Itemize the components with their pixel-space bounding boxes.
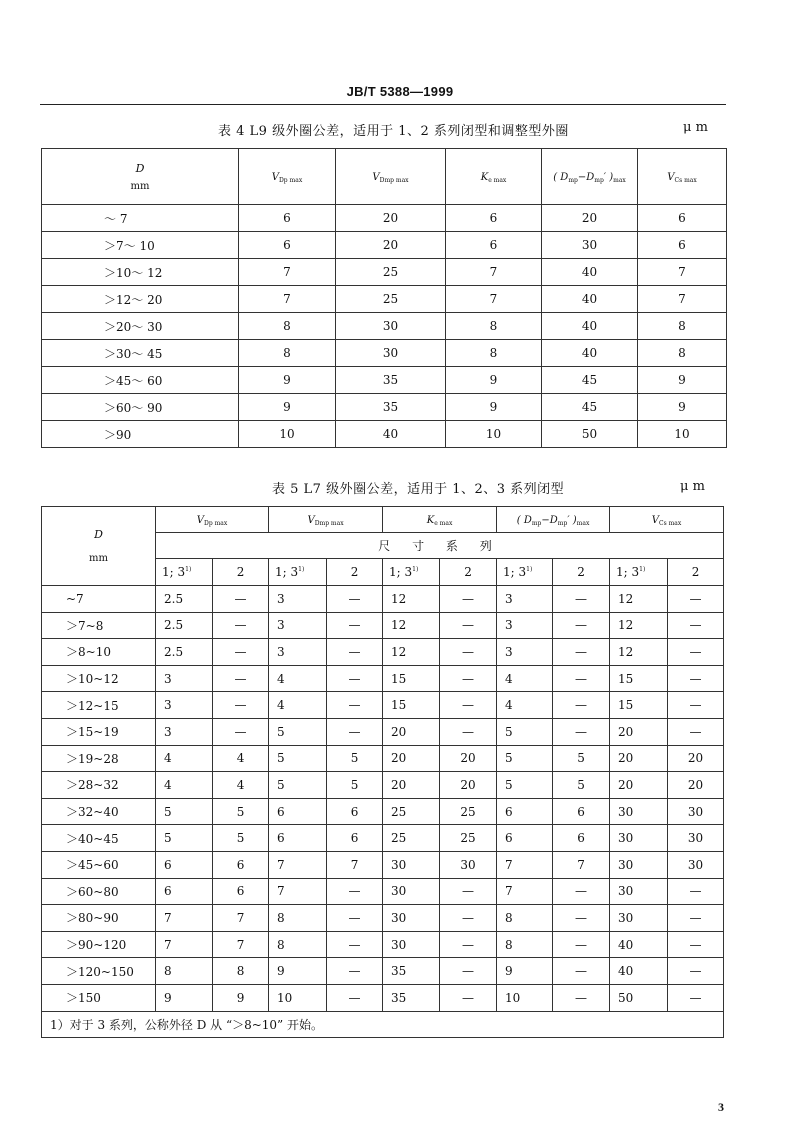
t4-cell-value: 40 xyxy=(542,313,638,340)
table4-caption: 表 4 L9 级外圈公差，适用于 1、2 系列闭型和调整型外圈 xyxy=(218,124,569,139)
t4-cell-value: 9 xyxy=(239,367,336,394)
t5-cell-value: — xyxy=(668,718,724,745)
t4-cell-value: 7 xyxy=(239,259,336,286)
table5-row xyxy=(42,905,724,932)
t5-head-d: D mm xyxy=(42,507,156,586)
t5-cell-d: ＞7~8 xyxy=(42,612,156,639)
t4-cell-value: 7 xyxy=(446,259,542,286)
t4-cell-value: 6 xyxy=(446,205,542,232)
t4-cell-value: 8 xyxy=(446,340,542,367)
t5-cell-value: 6 xyxy=(553,798,610,825)
t5-cell-value: 30 xyxy=(383,878,440,905)
t5-cell-value: 12 xyxy=(383,586,440,613)
t5-cell-value: — xyxy=(553,692,610,719)
t5-cell-value: 40 xyxy=(610,931,668,958)
t5-cell-value: 5 xyxy=(553,772,610,799)
t5-cell-value: 4 xyxy=(156,745,213,772)
t5-cell-d: ＞8~10 xyxy=(42,639,156,666)
table5-row xyxy=(42,665,724,692)
t4-cell-d: ＞12～ 20 xyxy=(42,286,239,313)
t5-cell-value: 12 xyxy=(383,639,440,666)
t4-cell-value: 7 xyxy=(239,286,336,313)
t5-cell-value: 7 xyxy=(497,851,553,878)
t5-cell-value: — xyxy=(668,612,724,639)
t5-cell-d: ~7 xyxy=(42,586,156,613)
table4-row xyxy=(42,313,727,340)
t5-cell-value: — xyxy=(668,639,724,666)
t5-cell-value: — xyxy=(553,905,610,932)
t5-cell-value: 9 xyxy=(497,958,553,985)
t5-cell-value: 4 xyxy=(269,692,327,719)
t5-cell-value: 3 xyxy=(497,639,553,666)
t5-cell-value: 30 xyxy=(440,851,497,878)
t5-cell-value: — xyxy=(553,931,610,958)
t5-cell-value: 2.5 xyxy=(156,639,213,666)
t5-head-series-2: 2 xyxy=(213,559,269,586)
t5-cell-value: 6 xyxy=(156,851,213,878)
t5-cell-d: ＞19~28 xyxy=(42,745,156,772)
t5-cell-value: 8 xyxy=(213,958,269,985)
t4-cell-value: 8 xyxy=(239,313,336,340)
t4-head-vcs: $V_{Cs max}$ xyxy=(638,149,727,205)
t5-cell-value: — xyxy=(440,718,497,745)
t5-cell-value: 30 xyxy=(668,798,724,825)
t5-cell-value: 30 xyxy=(610,825,668,852)
t5-cell-d: ＞150 xyxy=(42,984,156,1011)
t5-cell-value: 10 xyxy=(269,984,327,1011)
t5-cell-value: — xyxy=(327,586,383,613)
table4-row xyxy=(42,421,727,448)
page-number: 3 xyxy=(718,1100,724,1114)
t5-cell-d: ＞80~90 xyxy=(42,905,156,932)
t5-cell-value: — xyxy=(440,958,497,985)
t5-head-series-13: 1; 3$^{1)}$ xyxy=(610,559,668,586)
t5-cell-value: 8 xyxy=(269,905,327,932)
t4-cell-value: 40 xyxy=(542,259,638,286)
t5-cell-value: — xyxy=(553,665,610,692)
t5-cell-value: 15 xyxy=(383,692,440,719)
t5-cell-value: — xyxy=(440,984,497,1011)
table5 xyxy=(41,506,724,1038)
t5-cell-value: 20 xyxy=(610,718,668,745)
t4-cell-value: 8 xyxy=(239,340,336,367)
t4-head-vdp: $V_{Dp max}$ xyxy=(239,149,336,205)
t4-cell-value: 9 xyxy=(638,394,727,421)
t5-head-ke: $K_{e max}$ xyxy=(383,507,497,533)
t5-head-series-13: 1; 3$^{1)}$ xyxy=(156,559,213,586)
t4-cell-value: 9 xyxy=(239,394,336,421)
table5-row xyxy=(42,612,724,639)
t4-head-d: D mm xyxy=(42,149,239,205)
t5-cell-value: — xyxy=(440,586,497,613)
t4-cell-value: 9 xyxy=(638,367,727,394)
t5-cell-value: — xyxy=(440,878,497,905)
t5-cell-value: — xyxy=(553,612,610,639)
t4-cell-value: 7 xyxy=(446,286,542,313)
table5-row xyxy=(42,586,724,613)
table5-row xyxy=(42,772,724,799)
t5-cell-value: 8 xyxy=(497,905,553,932)
t5-cell-value: 35 xyxy=(383,958,440,985)
table5-row xyxy=(42,958,724,985)
t5-cell-value: 20 xyxy=(440,745,497,772)
t4-cell-value: 35 xyxy=(336,367,446,394)
t5-cell-value: 30 xyxy=(668,851,724,878)
table4-row xyxy=(42,340,727,367)
table4-row xyxy=(42,259,727,286)
t5-cell-value: — xyxy=(327,665,383,692)
t5-cell-value: 6 xyxy=(269,798,327,825)
t5-cell-value: 12 xyxy=(610,612,668,639)
t5-cell-value: — xyxy=(327,878,383,905)
t5-cell-value: — xyxy=(668,984,724,1011)
t5-cell-value: 10 xyxy=(497,984,553,1011)
t5-cell-value: — xyxy=(553,958,610,985)
t5-cell-value: 2.5 xyxy=(156,612,213,639)
t5-cell-value: 3 xyxy=(269,639,327,666)
t5-cell-value: 6 xyxy=(327,798,383,825)
t5-cell-value: 20 xyxy=(383,718,440,745)
t4-cell-value: 50 xyxy=(542,421,638,448)
t4-cell-value: 20 xyxy=(542,205,638,232)
t4-cell-value: 45 xyxy=(542,394,638,421)
t5-cell-value: 5 xyxy=(553,745,610,772)
t5-cell-value: 25 xyxy=(383,825,440,852)
t4-head-dmp-diff: ( $D_{mp}-D_{mp}'$ )$_{max}$ xyxy=(542,149,638,205)
t5-cell-value: — xyxy=(327,612,383,639)
t4-cell-value: 8 xyxy=(446,313,542,340)
t4-cell-value: 40 xyxy=(542,286,638,313)
t4-cell-d: ＞30～ 45 xyxy=(42,340,239,367)
t5-cell-value: 4 xyxy=(497,692,553,719)
table5-row xyxy=(42,745,724,772)
t5-cell-value: — xyxy=(440,692,497,719)
t5-cell-value: 7 xyxy=(497,878,553,905)
table5-footnote: 1）对于 3 系列，公称外径 D 从 “＞8~10” 开始。 xyxy=(42,1011,724,1037)
t4-cell-d: ＞7～ 10 xyxy=(42,232,239,259)
t5-cell-value: 30 xyxy=(383,931,440,958)
t5-cell-value: 40 xyxy=(610,958,668,985)
t5-cell-value: 5 xyxy=(156,798,213,825)
t5-head-series-2: 2 xyxy=(440,559,497,586)
t5-cell-value: 7 xyxy=(269,878,327,905)
table5-row xyxy=(42,851,724,878)
header-rule xyxy=(40,104,726,105)
table5-footnote-row xyxy=(42,1011,724,1037)
t5-cell-value: 5 xyxy=(156,825,213,852)
t4-cell-d: ＞45～ 60 xyxy=(42,367,239,394)
t5-cell-value: 20 xyxy=(440,772,497,799)
t5-cell-value: 12 xyxy=(610,586,668,613)
table5-caption: 表 5 L7 级外圈公差，适用于 1、2、3 系列闭型 xyxy=(272,482,565,497)
t5-head-series-13: 1; 3$^{1)}$ xyxy=(383,559,440,586)
t5-cell-value: 35 xyxy=(383,984,440,1011)
t5-cell-value: — xyxy=(327,639,383,666)
table5-row xyxy=(42,931,724,958)
t5-head-vcs: $V_{Cs max}$ xyxy=(610,507,724,533)
t5-cell-value: — xyxy=(668,905,724,932)
t5-cell-value: — xyxy=(327,692,383,719)
t5-cell-value: — xyxy=(668,878,724,905)
t5-cell-value: 25 xyxy=(440,798,497,825)
t5-cell-value: 20 xyxy=(610,772,668,799)
t5-cell-value: 12 xyxy=(610,639,668,666)
table4-row xyxy=(42,394,727,421)
t5-cell-value: 6 xyxy=(156,878,213,905)
t5-cell-value: — xyxy=(553,639,610,666)
t5-cell-value: 20 xyxy=(668,745,724,772)
t5-cell-value: — xyxy=(668,958,724,985)
t5-cell-value: 5 xyxy=(269,745,327,772)
t5-cell-value: — xyxy=(440,612,497,639)
t5-cell-value: 5 xyxy=(269,718,327,745)
table4-row xyxy=(42,232,727,259)
t5-cell-d: ＞40~45 xyxy=(42,825,156,852)
table4-unit: μ m xyxy=(683,120,708,135)
t5-cell-value: — xyxy=(440,665,497,692)
t4-cell-d: ＞90 xyxy=(42,421,239,448)
t5-cell-value: 15 xyxy=(610,692,668,719)
t4-cell-value: 10 xyxy=(446,421,542,448)
t5-cell-value: 20 xyxy=(610,745,668,772)
t5-cell-value: 5 xyxy=(269,772,327,799)
t5-cell-value: — xyxy=(553,878,610,905)
t5-cell-value: 7 xyxy=(327,851,383,878)
t5-cell-value: 15 xyxy=(610,665,668,692)
t5-cell-value: 30 xyxy=(383,905,440,932)
t4-cell-value: 40 xyxy=(542,340,638,367)
t5-cell-value: 4 xyxy=(497,665,553,692)
t5-cell-value: — xyxy=(440,639,497,666)
t5-cell-value: 30 xyxy=(668,825,724,852)
table5-row xyxy=(42,798,724,825)
table5-row xyxy=(42,825,724,852)
table5-row xyxy=(42,718,724,745)
t5-cell-value: 5 xyxy=(327,772,383,799)
t5-cell-value: — xyxy=(213,586,269,613)
t5-head-series-13: 1; 3$^{1)}$ xyxy=(497,559,553,586)
t5-cell-value: 7 xyxy=(213,905,269,932)
t5-cell-value: 5 xyxy=(327,745,383,772)
t4-cell-value: 6 xyxy=(638,232,727,259)
t4-cell-value: 25 xyxy=(336,259,446,286)
table5-row xyxy=(42,639,724,666)
t5-cell-value: 5 xyxy=(497,745,553,772)
t5-cell-value: 4 xyxy=(213,772,269,799)
t5-cell-value: 12 xyxy=(383,612,440,639)
t5-cell-value: — xyxy=(327,984,383,1011)
t4-cell-value: 6 xyxy=(239,232,336,259)
t5-cell-value: 7 xyxy=(156,905,213,932)
t5-cell-value: — xyxy=(668,586,724,613)
table5-row xyxy=(42,984,724,1011)
t5-cell-value: 6 xyxy=(497,798,553,825)
t5-cell-value: 20 xyxy=(668,772,724,799)
t5-cell-value: 7 xyxy=(156,931,213,958)
t4-cell-value: 20 xyxy=(336,232,446,259)
t5-cell-value: 30 xyxy=(610,798,668,825)
t4-cell-value: 45 xyxy=(542,367,638,394)
t5-cell-value: — xyxy=(668,665,724,692)
table4-row xyxy=(42,367,727,394)
t5-cell-value: 5 xyxy=(213,825,269,852)
t5-cell-value: 9 xyxy=(156,984,213,1011)
table5-row xyxy=(42,692,724,719)
t5-cell-value: 3 xyxy=(269,612,327,639)
t5-cell-d: ＞28~32 xyxy=(42,772,156,799)
t5-cell-value: — xyxy=(213,665,269,692)
t4-cell-value: 8 xyxy=(638,340,727,367)
t5-head-vdmp: $V_{Dmp max}$ xyxy=(269,507,383,533)
t4-cell-value: 25 xyxy=(336,286,446,313)
t5-cell-value: — xyxy=(440,931,497,958)
t4-cell-value: 10 xyxy=(638,421,727,448)
t5-cell-value: — xyxy=(327,958,383,985)
t5-cell-value: — xyxy=(213,612,269,639)
t5-cell-value: 3 xyxy=(156,665,213,692)
t5-cell-value: 30 xyxy=(610,851,668,878)
t5-cell-value: 3 xyxy=(497,612,553,639)
t5-cell-d: ＞12~15 xyxy=(42,692,156,719)
t5-cell-value: 30 xyxy=(383,851,440,878)
t4-cell-value: 7 xyxy=(638,259,727,286)
t5-cell-value: 4 xyxy=(269,665,327,692)
t5-cell-value: 3 xyxy=(156,718,213,745)
t4-cell-d: ＞20～ 30 xyxy=(42,313,239,340)
t5-cell-d: ＞15~19 xyxy=(42,718,156,745)
t4-cell-value: 9 xyxy=(446,394,542,421)
t5-cell-value: 5 xyxy=(497,718,553,745)
t5-cell-value: 2.5 xyxy=(156,586,213,613)
t5-cell-d: ＞120~150 xyxy=(42,958,156,985)
t5-cell-value: 30 xyxy=(610,905,668,932)
t5-cell-value: — xyxy=(327,905,383,932)
t5-cell-value: 9 xyxy=(269,958,327,985)
t5-cell-value: — xyxy=(553,718,610,745)
t5-cell-value: 4 xyxy=(213,745,269,772)
t5-cell-value: 7 xyxy=(553,851,610,878)
t4-cell-value: 40 xyxy=(336,421,446,448)
t4-cell-value: 9 xyxy=(446,367,542,394)
t4-cell-d: ＞10～ 12 xyxy=(42,259,239,286)
t4-head-vdmp: $V_{Dmp max}$ xyxy=(336,149,446,205)
t4-cell-value: 30 xyxy=(336,340,446,367)
table4-header-row xyxy=(42,149,727,205)
t5-cell-value: 3 xyxy=(497,586,553,613)
t5-cell-value: — xyxy=(440,905,497,932)
t5-cell-d: ＞60~80 xyxy=(42,878,156,905)
t5-cell-value: — xyxy=(553,586,610,613)
t4-cell-value: 6 xyxy=(638,205,727,232)
t5-cell-value: — xyxy=(213,639,269,666)
t5-cell-d: ＞10~12 xyxy=(42,665,156,692)
t5-cell-value: 8 xyxy=(156,958,213,985)
t5-head-series-2: 2 xyxy=(553,559,610,586)
t5-cell-value: 6 xyxy=(497,825,553,852)
t5-head-series: 尺 寸 系 列 xyxy=(156,533,724,559)
t5-cell-value: 6 xyxy=(213,878,269,905)
t5-cell-value: — xyxy=(668,692,724,719)
table5-unit: μ m xyxy=(680,479,705,494)
t5-cell-d: ＞90~120 xyxy=(42,931,156,958)
t5-cell-value: 6 xyxy=(269,825,327,852)
standard-code: JB/T 5388—1999 xyxy=(346,84,454,99)
t5-cell-value: 8 xyxy=(269,931,327,958)
t4-cell-d: ＞60～ 90 xyxy=(42,394,239,421)
t5-cell-value: — xyxy=(668,931,724,958)
t5-cell-value: 7 xyxy=(213,931,269,958)
t5-head-vdp: $V_{Dp max}$ xyxy=(156,507,269,533)
t5-cell-value: 50 xyxy=(610,984,668,1011)
t5-cell-value: 5 xyxy=(497,772,553,799)
t5-cell-value: 3 xyxy=(269,586,327,613)
t4-cell-value: 10 xyxy=(239,421,336,448)
t5-cell-d: ＞45~60 xyxy=(42,851,156,878)
t5-cell-value: 30 xyxy=(610,878,668,905)
t5-head-series-2: 2 xyxy=(668,559,724,586)
t5-head-series-13: 1; 3$^{1)}$ xyxy=(269,559,327,586)
t5-cell-value: — xyxy=(553,984,610,1011)
t5-cell-d: ＞32~40 xyxy=(42,798,156,825)
t5-cell-value: 15 xyxy=(383,665,440,692)
t5-cell-value: 6 xyxy=(553,825,610,852)
table5-header-row1 xyxy=(42,507,724,533)
t5-head-series-2: 2 xyxy=(327,559,383,586)
t5-cell-value: 7 xyxy=(269,851,327,878)
t5-cell-value: 3 xyxy=(156,692,213,719)
table4-row xyxy=(42,286,727,313)
t4-cell-value: 30 xyxy=(336,313,446,340)
t5-cell-value: 8 xyxy=(497,931,553,958)
t4-head-ke: $K_{e max}$ xyxy=(446,149,542,205)
t5-cell-value: 6 xyxy=(327,825,383,852)
t4-cell-value: 20 xyxy=(336,205,446,232)
t5-cell-value: 4 xyxy=(156,772,213,799)
t5-cell-value: 20 xyxy=(383,772,440,799)
table4-row xyxy=(42,205,727,232)
t5-cell-value: 5 xyxy=(213,798,269,825)
t5-cell-value: 20 xyxy=(383,745,440,772)
t4-cell-value: 6 xyxy=(446,232,542,259)
t5-cell-value: — xyxy=(213,718,269,745)
table4 xyxy=(41,148,727,448)
t4-cell-value: 7 xyxy=(638,286,727,313)
t5-cell-value: — xyxy=(327,931,383,958)
t5-cell-value: — xyxy=(213,692,269,719)
t4-cell-value: 6 xyxy=(239,205,336,232)
t5-cell-value: — xyxy=(327,718,383,745)
t5-cell-value: 6 xyxy=(213,851,269,878)
t5-cell-value: 9 xyxy=(213,984,269,1011)
table5-row xyxy=(42,878,724,905)
t5-cell-value: 25 xyxy=(383,798,440,825)
t5-cell-value: 25 xyxy=(440,825,497,852)
t4-cell-value: 8 xyxy=(638,313,727,340)
t4-cell-value: 35 xyxy=(336,394,446,421)
t5-head-dmp-diff: ( $D_{mp}-D_{mp}'$ )$_{max}$ xyxy=(497,507,610,533)
t4-cell-d: ～ 7 xyxy=(42,205,239,232)
t4-cell-value: 30 xyxy=(542,232,638,259)
